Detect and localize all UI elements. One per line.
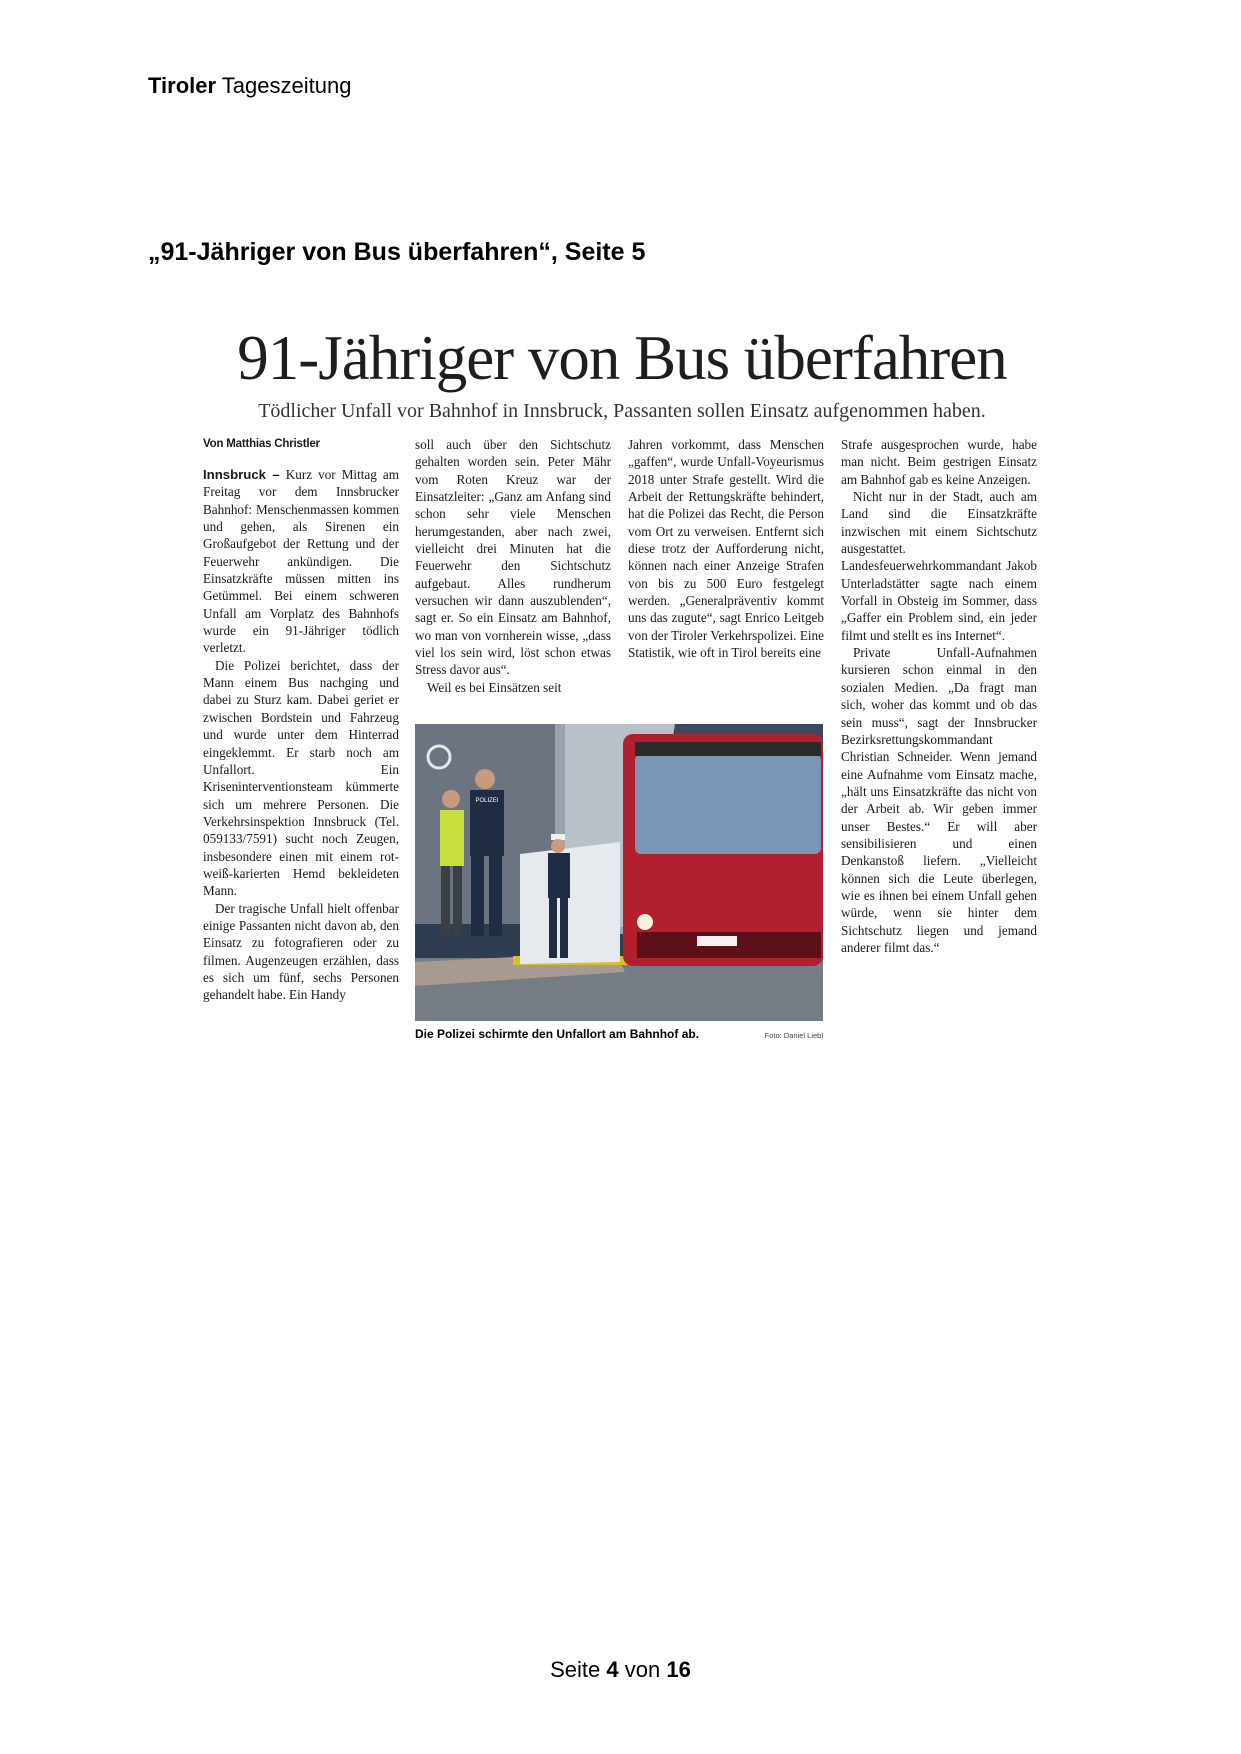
- footer-middle: von: [624, 1657, 661, 1682]
- police-label: POLIZEI: [475, 798, 499, 804]
- paragraph: Die Polizei berichtet, dass der Mann einem Bus nachging und dabei zu Sturz kam. Dabei geriet er zwischen Bordstein und Fahrzeug und wurde unter dem Hinterrad eingeklemmt. Er starb noch am Unfallort. Ein Kriseninterventionsteam kümmerte sich um mehrere Personen. Die Verkehrsinspektion Innsbruck (Tel. 059133/7591) sucht noch Zeugen, insbesondere einen mit einem rot-weiß-karierten Hemd bekleideten Mann.: [203, 657, 399, 899]
- article-photo: [415, 724, 823, 1021]
- caption-text: Die Polizei schirmte den Unfallort am Bahnhof ab.: [415, 1027, 700, 1041]
- paragraph: soll auch über den Sichtschutz gehalten worden sein. Peter Mähr vom Roten Kreuz war der Einsatzleiter: „Ganz am Anfang sind schon sehr viele Menschen herumgestanden, aber nach zwei, vielleicht drei Minuten hat die Feuerwehr den Sichtschutz aufgebaut. Alles rundherum versuchen wir dann auszublenden“, sagt er. So ein Einsatz am Bahnhof, wo man von vornherein wisse, „dass viel los sein wird, löst schon etwas Stress davor aus“.: [415, 437, 611, 678]
- photo-credit: Foto: Daniel Liebl: [764, 1031, 823, 1040]
- paragraph: Private Unfall-Aufnahmen kursieren schon einmal in den sozialen Medien. „Da fragt man sich, woher das kommt und ob das sein muss“, sagt der Innsbrucker Bezirksrettungskommandant Christian Schneider. Wenn jemand eine Aufnahme vom Einsatz mache, „hält uns Einsatzkräfte das nicht von der Arbeit ab. Wir geben immer unser Bestes.“ Er will aber sensibilisieren und einen Denkanstoß liefern. „Vielleicht können sich die Leute überlegen, wie es ihnen bei einem Unfall gehen würde, wenn sie hinter dem Sichtschutz liegen und jemand anderer filmt das.“: [841, 645, 1037, 955]
- paragraph-text: Kurz vor Mittag am Freitag vor dem Innsbrucker Bahnhof: Menschenmassen kommen und gehen, als Sirenen ein Großaufgebot der Rettung und der Feuerwehr ankündigen. Die Einsatzkräfte müssen mitten ins Getümmel. Bei einem schweren Unfall am Vorplatz des Bahnhofs wurde ein 91-Jähriger tödlich verletzt.: [203, 467, 399, 656]
- author-byline: Von Matthias Christler: [203, 438, 320, 450]
- brand-bold: Tiroler: [148, 73, 217, 98]
- document-title: „91-Jähriger von Bus überfahren“, Seite 5: [148, 238, 646, 266]
- bus-destination-display: [635, 742, 821, 756]
- photo-caption: [415, 1026, 823, 1042]
- bus-license-plate: [697, 936, 737, 946]
- bus-windshield: [635, 754, 821, 854]
- paragraph: Nicht nur in der Stadt, auch am Land sind die Einsatzkräfte inzwischen mit einem Sichtschutz ausgestattet. Landesfeuerwehrkommandant Jakob Unterladstätter sagte nach einem Vorfall in Obsteig im Sommer, dass „Gaffer ein Problem sind, ein jeder filmt und stellt es ins Internet“.: [841, 489, 1037, 643]
- paragraph: Der tragische Unfall hielt offenbar einige Passanten nicht davon ab, den Einsatz zu fotografieren oder zu filmen. Augenzeugen erzählen, dass es sich um fünf, sechs Personen gehandelt habe. Ein Handy: [203, 900, 399, 1003]
- dateline: Innsbruck –: [203, 467, 280, 482]
- bus-headlight: [637, 914, 653, 930]
- brand-regular: Tageszeitung: [221, 73, 352, 98]
- photo-scene: [415, 724, 823, 1021]
- paragraph: Jahren vorkommt, dass Menschen „gaffen“, wurde Unfall-Voyeurismus 2018 unter Strafe gestellt. Wird die Arbeit der Rettungskräfte behindert, hat die Polizei das Recht, die Person vom Ort zu verweisen. Entfernt sich diese trotz der Aufforderung nicht, können nach einer Anzeige Strafen von bis zu 500 Euro festgelegt werden. „Generalpräventiv kommt uns das zugute“, sagt Enrico Leitgeb von der Tiroler Verkehrspolizei. Eine Statistik, wie oft in Tirol bereits eine: [628, 437, 824, 661]
- page-footer: [0, 1656, 1241, 1684]
- total-pages: 16: [666, 1657, 691, 1682]
- paragraph: [203, 466, 399, 657]
- article-subheadline: Tödlicher Unfall vor Bahnhof in Innsbruck, Passanten sollen Einsatz aufgenommen haben.: [258, 400, 986, 422]
- article-headline: 91-Jähriger von Bus überfahren: [237, 323, 1007, 393]
- article-column-3: [628, 436, 824, 712]
- article-column-1: [203, 436, 399, 1004]
- article-column-4: [841, 436, 1037, 956]
- paragraph: Weil es bei Einsätzen seit: [427, 679, 562, 695]
- bus: [623, 734, 823, 966]
- article-column-2: [415, 436, 611, 712]
- footer-prefix: Seite: [550, 1657, 601, 1682]
- newspaper-clipping: [196, 318, 1048, 1048]
- newspaper-brand: [148, 72, 351, 100]
- paragraph: Strafe ausgesprochen wurde, habe man nicht. Beim gestrigen Einsatz am Bahnhof gab es keine Anzeigen.: [841, 437, 1037, 487]
- current-page: 4: [606, 1657, 619, 1682]
